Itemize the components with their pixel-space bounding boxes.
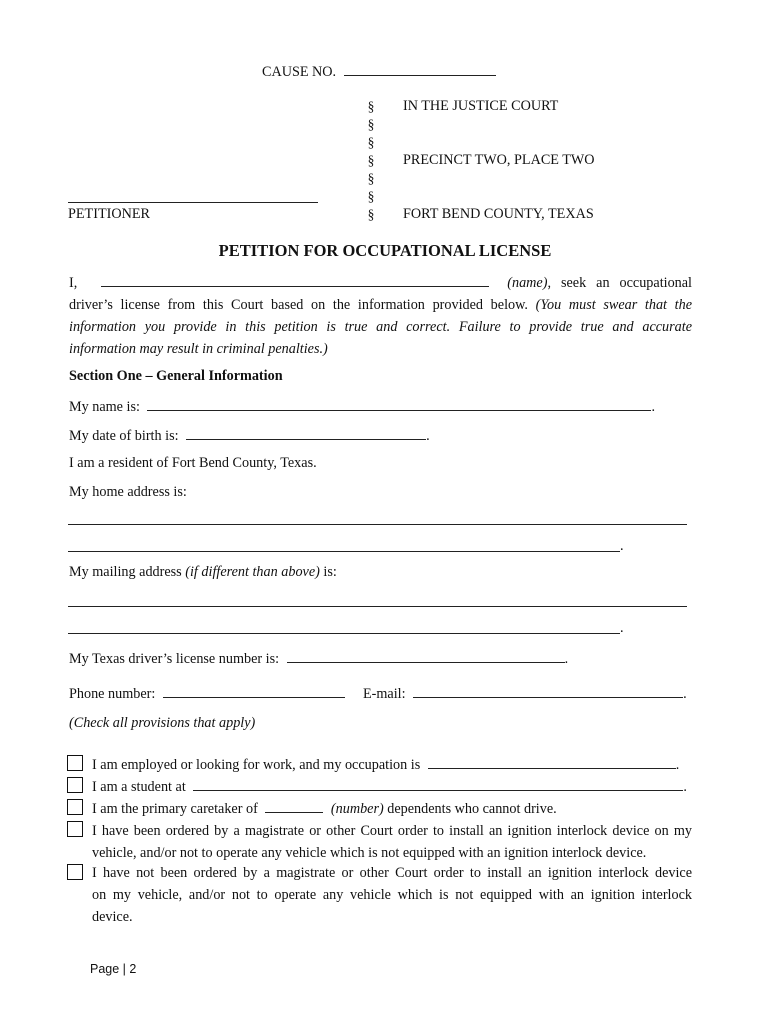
- provision-interlock-ordered: [92, 820, 692, 864]
- intro-line2-italic: (You must swear that the: [535, 297, 692, 313]
- intro-line-3: information you provide in this petition is true and correct. Failure to provide true and accurate: [69, 319, 692, 335]
- cause-number-row: [262, 62, 496, 81]
- court-name: IN THE JUSTICE COURT: [403, 98, 559, 114]
- court-precinct: PRECINCT TWO, PLACE TWO: [403, 152, 595, 168]
- mailing-address-line-1[interactable]: [68, 606, 687, 607]
- intro-line2-plain: driver’s license from this Court based on the information provided below.: [69, 297, 528, 313]
- occupation-period: .: [675, 757, 680, 773]
- mailing-address-period: .: [620, 620, 624, 636]
- document-title: PETITION FOR OCCUPATIONAL LICENSE: [218, 241, 552, 260]
- email-field[interactable]: [413, 684, 683, 698]
- name-row: [69, 397, 655, 416]
- section-sign-3: §: [367, 135, 375, 150]
- provision-checkbox-interlock-ordered[interactable]: [67, 821, 83, 837]
- intro-line1-rest: , seek an occupational: [547, 275, 693, 291]
- dob-period: .: [426, 428, 430, 444]
- section-sign-5: §: [367, 171, 375, 186]
- section-one-heading: Section One – General Information: [69, 368, 283, 384]
- provision-interlock-not-ordered-line-1: I have not been ordered by a magistrate or other Court order to install an ignition interlock device: [92, 865, 692, 881]
- mailing-label-text: My mailing address: [69, 564, 182, 580]
- mailing-address-label: [69, 564, 337, 581]
- mailing-suffix: is:: [323, 564, 337, 580]
- provision-checkbox-employed[interactable]: [67, 755, 83, 771]
- provision-caretaker-line: [92, 798, 692, 820]
- home-address-label: My home address is:: [69, 484, 187, 500]
- intro-line-1: [69, 272, 692, 294]
- page-number: Page | 2: [90, 962, 137, 976]
- phone-field[interactable]: [163, 684, 345, 698]
- intro-prefix: I,: [69, 275, 78, 291]
- email-period: .: [683, 686, 687, 702]
- section-sign-1: §: [367, 99, 375, 114]
- home-address-line-1[interactable]: [68, 524, 687, 525]
- cause-number-label: CAUSE NO.: [262, 64, 337, 80]
- dob-row: [69, 426, 430, 445]
- dob-label: My date of birth is:: [69, 428, 179, 444]
- provision-interlock-not-ordered: [92, 862, 692, 928]
- section-sign-6: §: [367, 189, 375, 204]
- provision-caretaker-text-after: dependents who cannot drive.: [387, 801, 557, 817]
- provision-interlock-not-ordered-line-3: device.: [92, 909, 133, 925]
- intro-name-field[interactable]: [101, 273, 489, 287]
- dl-period: .: [564, 651, 569, 667]
- school-period: .: [683, 779, 687, 795]
- section-sign-7: §: [367, 207, 375, 222]
- provision-interlock-not-ordered-line-2: on my vehicle, and/or not to operate any vehicle which is not equipped with an ignition interlock: [92, 887, 692, 903]
- phone-row: [69, 684, 345, 703]
- dob-field[interactable]: [186, 426, 426, 440]
- dependents-count-field[interactable]: [265, 799, 323, 813]
- dl-row: [69, 649, 568, 668]
- name-period: .: [651, 399, 656, 415]
- check-instruction: (Check all provisions that apply): [69, 715, 256, 731]
- dl-number-field[interactable]: [287, 649, 565, 663]
- occupation-field[interactable]: [428, 755, 676, 769]
- dependents-hint: (number): [330, 801, 384, 817]
- resident-statement: I am a resident of Fort Bend County, Texas.: [69, 455, 317, 471]
- school-field[interactable]: [193, 777, 683, 791]
- home-address-line-2[interactable]: [68, 551, 620, 552]
- section-sign-4: §: [367, 153, 375, 168]
- dl-label: My Texas driver’s license number is:: [69, 651, 280, 667]
- mailing-hint: (if different than above): [185, 564, 320, 580]
- provision-checkbox-student[interactable]: [67, 777, 83, 793]
- cause-number-field[interactable]: [344, 62, 496, 76]
- name-label: My name is:: [69, 399, 140, 415]
- provision-student-text: I am a student at: [92, 779, 186, 795]
- provision-checkbox-caretaker[interactable]: [67, 799, 83, 815]
- petitioner-name-field[interactable]: [68, 202, 318, 203]
- petitioner-label: PETITIONER: [68, 206, 150, 222]
- provision-employed-line: [92, 754, 692, 776]
- provision-checkbox-interlock-not-ordered[interactable]: [67, 864, 83, 880]
- provision-student: [92, 776, 692, 798]
- home-address-period: .: [620, 538, 624, 554]
- provision-student-line: [92, 776, 692, 798]
- email-label: E-mail:: [363, 686, 406, 702]
- email-row: [363, 684, 687, 703]
- provision-caretaker-text-before: I am the primary caretaker of: [92, 801, 258, 817]
- intro-line-4: information may result in criminal penalties.): [69, 341, 328, 357]
- intro-line-2: [69, 294, 692, 316]
- section-sign-2: §: [367, 117, 375, 132]
- intro-name-hint: (name): [507, 275, 548, 291]
- provision-interlock-ordered-line-2: vehicle, and/or not to operate any vehicle which is not equipped with an ignition interlock device.: [92, 845, 647, 861]
- provision-employed-text: I am employed or looking for work, and my occupation is: [92, 757, 421, 773]
- provision-caretaker: [92, 798, 692, 820]
- provision-interlock-ordered-line-1: I have been ordered by a magistrate or other Court order to install an ignition interlock device on my: [92, 823, 692, 839]
- provision-employed: [92, 754, 692, 776]
- intro-paragraph: [69, 272, 692, 360]
- mailing-address-line-2[interactable]: [68, 633, 620, 634]
- phone-label: Phone number:: [69, 686, 156, 702]
- name-field[interactable]: [147, 397, 651, 411]
- court-county: FORT BEND COUNTY, TEXAS: [403, 206, 594, 222]
